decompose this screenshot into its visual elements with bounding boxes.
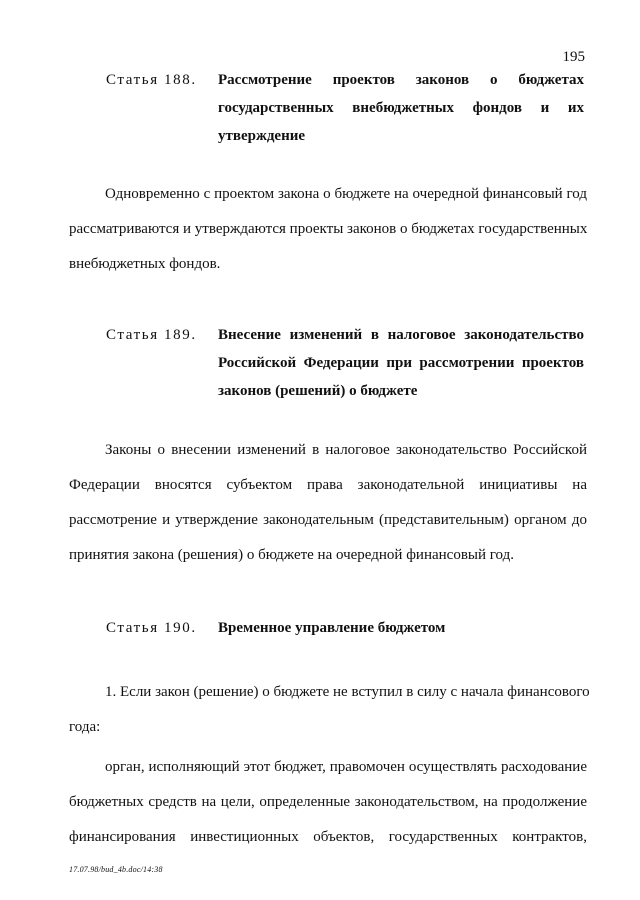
page-number: 195 [562, 49, 585, 65]
article-title-line: утверждение [218, 128, 306, 144]
article-title-line: законов (решений) о бюджете [218, 383, 418, 399]
article-title-line: Российской Федерации при рассмотрении проектов [218, 355, 584, 371]
paragraph-line: рассматриваются и утверждаются проекты законов о бюджетах государственных [69, 221, 588, 237]
paragraph-line: орган, исполняющий этот бюджет, правомочен осуществлять расходование [105, 759, 587, 775]
article-title [218, 66, 584, 150]
article-label: Статья 190. [106, 620, 197, 636]
paragraph-line: финансирования инвестиционных объектов, государственных контрактов, [69, 829, 587, 845]
paragraph-line: принятия закона (решения) о бюджете на очередной финансовый год. [69, 547, 514, 563]
article-title [218, 614, 584, 642]
paragraph-line: Одновременно с проектом закона о бюджете на очередной финансовый год [105, 186, 587, 202]
paragraph-line: года: [69, 719, 101, 735]
article-190-paragraph-2 [69, 750, 587, 855]
paragraph-line: 1. Если закон (решение) о бюджете не вступил в силу с начала финансового [105, 684, 590, 700]
paragraph-line: Федерации вносятся субъектом права законодательной инициативы на [69, 477, 587, 493]
paragraph-line: Законы о внесении изменений в налоговое законодательство Российской [105, 442, 587, 458]
article-188-paragraph [69, 177, 587, 282]
paragraph-line: внебюджетных фондов. [69, 256, 221, 272]
article-title [218, 321, 584, 405]
article-label: Статья 189. [106, 327, 197, 343]
article-title-line: Рассмотрение проектов законов о бюджетах [218, 72, 584, 88]
footer-file-stamp: 17.07.98/bud_4b.doc/14:38 [69, 865, 163, 874]
article-title-line: Внесение изменений в налоговое законодательство [218, 327, 584, 343]
article-title-line: Временное управление бюджетом [218, 620, 446, 636]
paragraph-line: рассмотрение и утверждение законодательным (представительным) органом до [69, 512, 587, 528]
article-title-line: государственных внебюджетных фондов и их [218, 100, 584, 116]
article-189-paragraph [69, 433, 587, 573]
article-label: Статья 188. [106, 72, 197, 88]
paragraph-line: бюджетных средств на цели, определенные законодательством, на продолжение [69, 794, 587, 810]
article-190-paragraph-1 [69, 675, 590, 745]
